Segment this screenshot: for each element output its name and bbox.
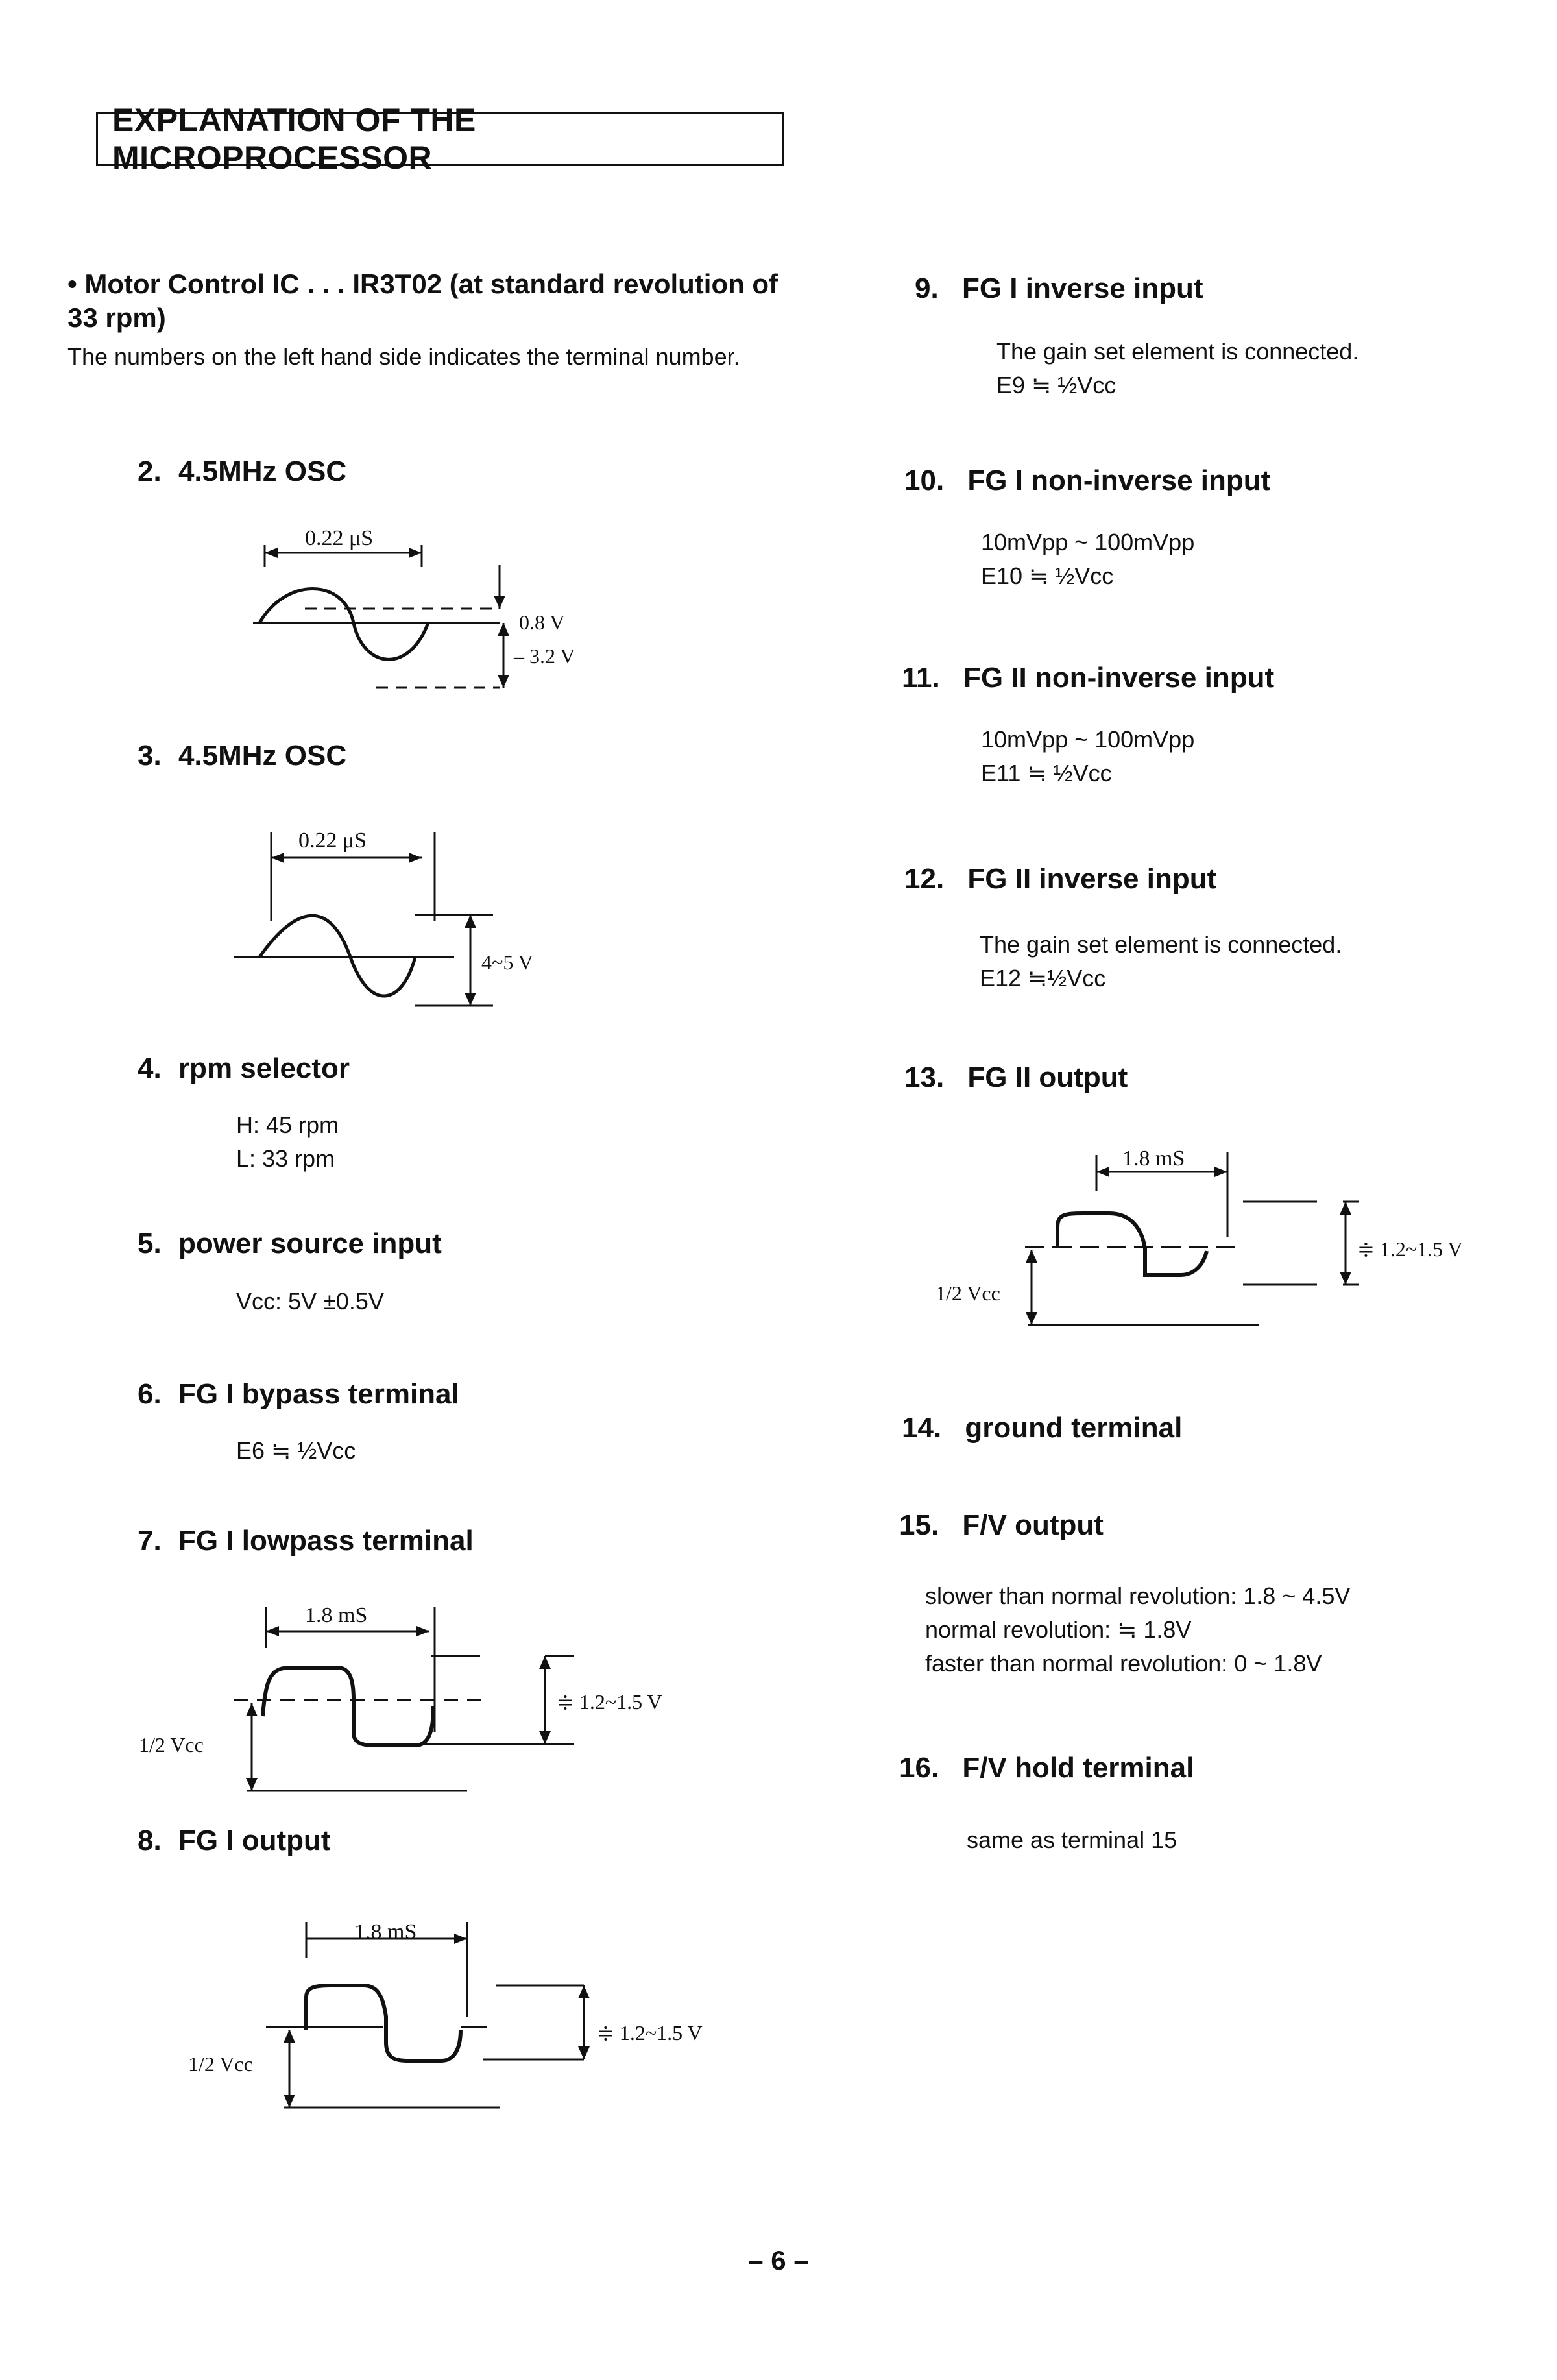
terminal-8-waveform [162, 1913, 746, 2127]
terminal-2-waveform [214, 526, 629, 720]
terminal-7-heading [138, 1525, 474, 1557]
terminal-16-heading [899, 1752, 1194, 1784]
terminal-title: FG II output [967, 1062, 1128, 1093]
amplitude-label: 4~5 V [481, 951, 533, 974]
terminal-number: 13. [904, 1062, 945, 1093]
terminal-3-heading [138, 740, 346, 772]
terminal-title: ground terminal [965, 1412, 1183, 1444]
intro-heading: • Motor Control IC . . . IR3T02 (at standard revolution of 33 rpm) [67, 269, 779, 333]
terminal-15-details [925, 1579, 1350, 1681]
terminal-number: 12. [904, 863, 945, 895]
detail-line: E6 ≒ ½Vcc [236, 1437, 356, 1464]
detail-line: E10 ≒ ½Vcc [981, 563, 1114, 589]
terminal-15-heading [899, 1509, 1104, 1542]
detail-line: The gain set element is connected. [996, 338, 1359, 365]
terminal-title: FG I output [178, 1825, 331, 1856]
detail-line: same as terminal 15 [967, 1827, 1177, 1853]
voltage-label-high: 0.8 V [519, 611, 565, 634]
period-label: 1.8 mS [1122, 1147, 1185, 1171]
terminal-title: FG I bypass terminal [178, 1378, 459, 1410]
terminal-11-details [981, 723, 1194, 790]
detail-line: H: 45 rpm [236, 1111, 339, 1138]
terminal-title: 4.5MHz OSC [178, 455, 347, 487]
terminal-4-heading [138, 1052, 350, 1085]
terminal-number: 3. [138, 740, 162, 771]
terminal-8-heading [138, 1825, 331, 1857]
detail-line: L: 33 rpm [236, 1145, 335, 1172]
detail-line: 10mVpp ~ 100mVpp [981, 726, 1195, 753]
terminal-title: rpm selector [178, 1052, 350, 1084]
detail-line: E12 ≒½Vcc [980, 965, 1106, 991]
terminal-16-details [967, 1823, 1177, 1857]
amplitude-label: ≑ 1.2~1.5 V [1357, 1237, 1463, 1261]
period-label: 0.22 μS [298, 829, 367, 853]
terminal-title: 4.5MHz OSC [178, 740, 347, 771]
section-title-text: EXPLANATION OF THE MICROPROCESSOR [112, 102, 476, 176]
terminal-5-details [236, 1285, 384, 1318]
detail-line: E11 ≒ ½Vcc [981, 760, 1112, 786]
terminal-5-heading [138, 1228, 442, 1260]
terminal-number: 2. [138, 455, 162, 487]
period-label: 0.22 μS [305, 526, 374, 550]
terminal-number: 8. [138, 1825, 162, 1856]
amplitude-label: ≑ 1.2~1.5 V [557, 1690, 662, 1714]
detail-line: faster than normal revolution: 0 ~ 1.8V [925, 1650, 1322, 1677]
detail-line: slower than normal revolution: 1.8 ~ 4.5V [925, 1583, 1351, 1609]
terminal-3-waveform [221, 818, 623, 1025]
terminal-number: 6. [138, 1378, 162, 1410]
terminal-6-heading [138, 1378, 459, 1411]
terminal-title: F/V hold terminal [962, 1752, 1194, 1784]
terminal-number: 14. [902, 1412, 942, 1444]
terminal-10-details [981, 526, 1194, 593]
terminal-12-heading [904, 863, 1216, 895]
reference-label: 1/2 Vcc [188, 2052, 253, 2076]
amplitude-label: ≑ 1.2~1.5 V [597, 2021, 703, 2045]
detail-line: The gain set element is connected. [980, 931, 1342, 958]
terminal-7-waveform [130, 1596, 740, 1804]
section-title [96, 102, 784, 176]
terminal-title: F/V output [962, 1509, 1104, 1541]
terminal-number: 5. [138, 1228, 162, 1259]
terminal-number: 16. [899, 1752, 939, 1784]
terminal-14-heading [902, 1412, 1182, 1444]
intro-text: The numbers on the left hand side indicates the terminal number. [67, 343, 740, 370]
terminal-10-heading [904, 465, 1270, 497]
detail-line: E9 ≒ ½Vcc [996, 372, 1116, 398]
terminal-title: FG I inverse input [961, 273, 1203, 304]
terminal-number: 4. [138, 1052, 162, 1084]
terminal-number: 15. [899, 1509, 939, 1541]
detail-line: Vcc: 5V ±0.5V [236, 1288, 384, 1315]
terminal-12-details [980, 928, 1342, 995]
terminal-number: 11. [902, 662, 940, 694]
detail-line: normal revolution: ≒ 1.8V [925, 1616, 1192, 1643]
terminal-number: 7. [138, 1525, 162, 1557]
page-number: – 6 – [748, 2245, 809, 2276]
detail-line: 10mVpp ~ 100mVpp [981, 529, 1195, 555]
voltage-label-low: – 3.2 V [514, 644, 575, 668]
terminal-9-heading [915, 273, 1203, 305]
terminal-2-heading [138, 455, 346, 488]
terminal-number: 9. [915, 273, 939, 304]
period-label: 1.8 mS [305, 1603, 368, 1627]
terminal-9-details [996, 335, 1358, 402]
terminal-13-waveform [934, 1129, 1518, 1343]
terminal-4-details [236, 1108, 339, 1176]
period-label: 1.8 mS [354, 1920, 417, 1944]
reference-label: 1/2 Vcc [139, 1733, 204, 1756]
terminal-13-heading [904, 1062, 1128, 1094]
terminal-title: FG I non-inverse input [967, 465, 1271, 496]
terminal-6-details [236, 1434, 356, 1468]
terminal-number: 10. [904, 465, 945, 496]
terminal-title: FG II inverse input [967, 863, 1217, 895]
terminal-title: FG I lowpass terminal [178, 1525, 474, 1557]
terminal-title: power source input [178, 1228, 442, 1259]
reference-label: 1/2 Vcc [935, 1281, 1000, 1305]
terminal-title: FG II non-inverse input [963, 662, 1275, 694]
terminal-11-heading [902, 662, 1274, 694]
